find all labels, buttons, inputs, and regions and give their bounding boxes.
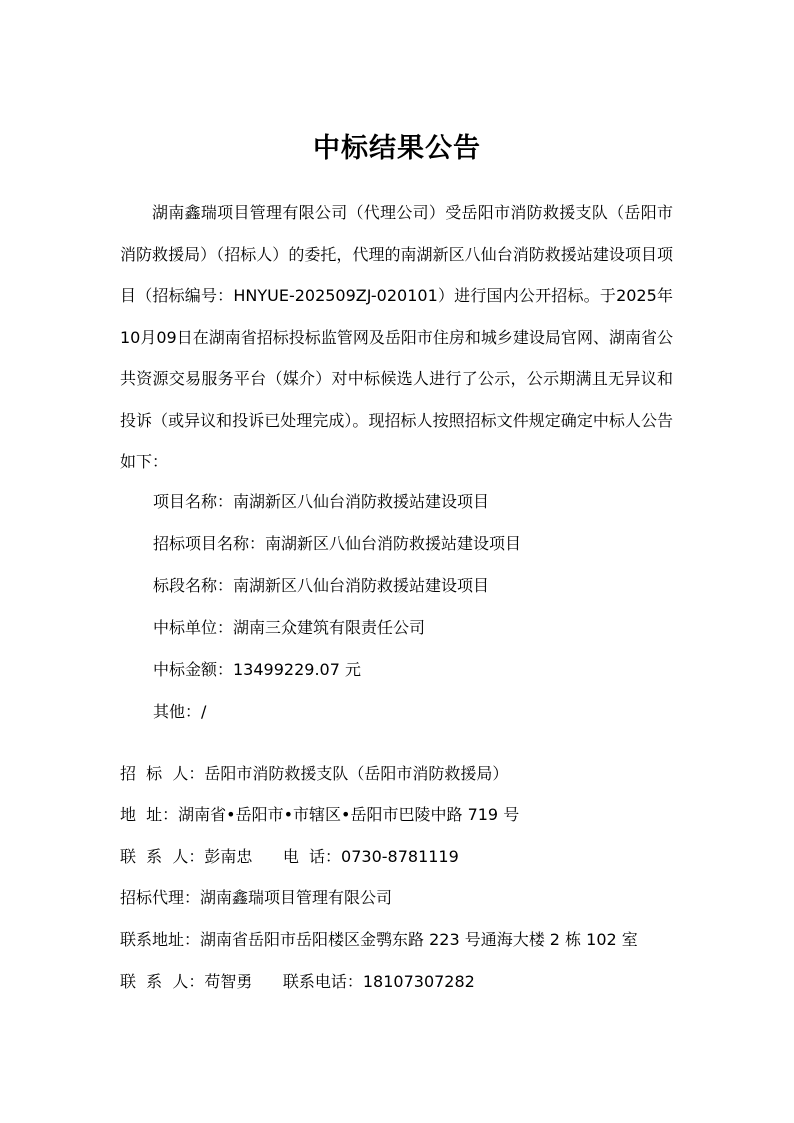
- winning-amount: 中标金额：13499229.07 元: [153, 660, 361, 679]
- other-info: 其他：/: [153, 702, 207, 721]
- tender-project-name: 招标项目名称：南湖新区八仙台消防救援站建设项目: [153, 534, 522, 553]
- intro-paragraph: 湖南鑫瑞项目管理有限公司（代理公司）受岳阳市消防救援支队（岳阳市消防救援局）（招标人）的委托，代理的南湖新区八仙台消防救援站建设项目项目（招标编号：HNYUE-202509ZJ-020101）进行国内公开招标。于2025年10月09日在湖南省招标投标监管网及岳阳市住房和城乡建设局官网、湖南省公共资源交易服务平台（媒介）对中标候选人进行了公示，公示期满且无异议和投诉（或异议和投诉已处理完成）。现招标人按照招标文件规定确定中标人公告如下：: [120, 203, 673, 471]
- agent-line: 招标代理：湖南鑫瑞项目管理有限公司: [120, 888, 393, 907]
- address-line: 地 址：湖南省•岳阳市•市辖区•岳阳市巴陵中路 719 号: [120, 805, 520, 824]
- winning-bidder: 中标单位：湖南三众建筑有限责任公司: [153, 618, 426, 637]
- page-title: 中标结果公告: [313, 133, 481, 164]
- section-name: 标段名称：南湖新区八仙台消防救援站建设项目: [153, 576, 490, 595]
- agent-address-line: 联系地址：湖南省岳阳市岳阳楼区金鹗东路 223 号通海大楼 2 栋 102 室: [120, 930, 638, 949]
- tenderer-line: 招 标 人：岳阳市消防救援支队（岳阳市消防救援局）: [120, 764, 509, 783]
- agent-contact-line: 联 系 人：苟智勇 联系电话：18107307282: [120, 972, 475, 991]
- contact-person-line: 联 系 人：彭南忠 电 话：0730-8781119: [120, 847, 459, 866]
- project-name: 项目名称：南湖新区八仙台消防救援站建设项目: [153, 492, 490, 511]
